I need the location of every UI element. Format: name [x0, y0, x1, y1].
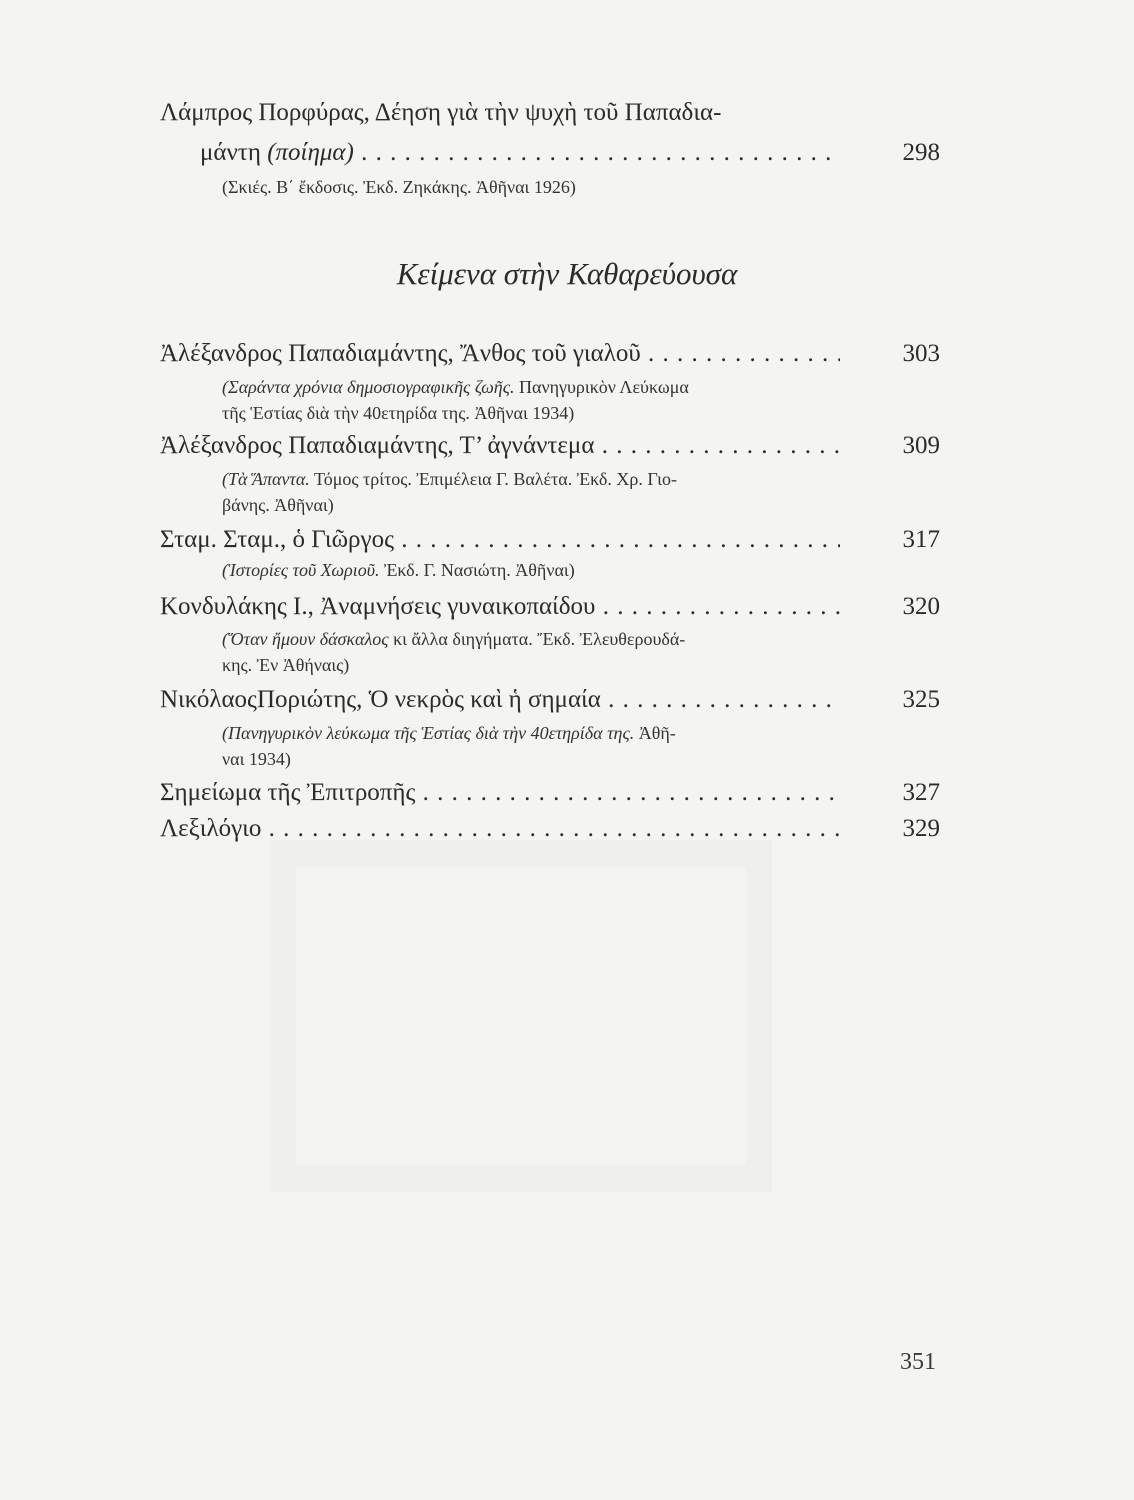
note-italic: (Ἱστορίες τοῦ Χωριοῦ. — [222, 560, 380, 580]
source-note-cont: κης. Ἐν Ἀθήναις) — [222, 655, 350, 675]
title-text: Ἀλέξανδρος Παπαδιαμάντης, Τ’ ἀγνάντεμα — [160, 432, 595, 459]
note-italic: (Σαράντα χρόνια δημοσιογραφικῆς ζωῆς. — [222, 377, 515, 397]
title-text: ΝικόλαοςΠοριώτης, Ὁ νεκρὸς καὶ ἡ σημαία — [160, 686, 601, 713]
source-note: (Σκιές. Β΄ ἔκδοσις. Ἐκδ. Ζηκάκης. Ἀθῆναι 1926) — [222, 177, 576, 197]
page-number: 329 — [902, 815, 940, 842]
source-note-cont: ναι 1934) — [222, 749, 291, 769]
toc-entry-title-cont — [200, 138, 840, 168]
page-number: 320 — [902, 593, 940, 620]
note-text: Ἀθῆ- — [634, 723, 676, 743]
page-number: 298 — [902, 139, 940, 166]
title-italic: (ποίημα) — [267, 139, 354, 166]
page-number: 303 — [902, 340, 940, 367]
source-note — [222, 626, 842, 652]
source-note — [222, 466, 842, 492]
title-text: μάντη — [200, 139, 268, 166]
source-note — [222, 720, 842, 746]
note-italic: (Ὅταν ἤμουν δάσκαλος — [222, 629, 389, 649]
folio-page-number: 351 — [900, 1349, 936, 1375]
title-text: Ἀλέξανδρος Παπαδιαμάντης, Ἄνθος τοῦ γιαλοῦ — [160, 340, 641, 367]
page-number: 327 — [902, 779, 940, 806]
title-text: Σταμ. Σταμ., ὁ Γιῶργος — [160, 526, 394, 553]
source-note-cont: τῆς Ἑστίας διὰ τὴν 40ετηρίδα της. Ἀθῆναι 1934) — [222, 403, 575, 423]
page-number: 317 — [902, 526, 940, 553]
note-text: Πανηγυρικὸν Λεύκωμα — [514, 377, 689, 397]
title-text: Λεξιλόγιο — [160, 815, 262, 842]
title-text: Κονδυλάκης Ι., Ἀναμνήσεις γυναικοπαίδου — [160, 593, 596, 620]
toc-entry-title — [160, 778, 840, 808]
source-note — [222, 374, 842, 400]
toc-entry-title — [160, 685, 840, 715]
source-note-cont: βάνης. Ἀθῆναι) — [222, 495, 334, 515]
note-text: Ἐκδ. Γ. Νασιώτη. Ἀθῆναι) — [379, 560, 575, 580]
toc-entry-title — [160, 431, 840, 461]
page-number: 309 — [902, 432, 940, 459]
note-text: κι ἄλλα διηγήματα. Ἔκδ. Ἐλευθερουδά- — [388, 629, 686, 649]
show-through-shadow — [270, 840, 772, 1192]
toc-entry-title: Λάμπρος Πορφύρας, Δέηση γιὰ τὴν ψυχὴ τοῦ Παπαδια- — [160, 99, 722, 126]
toc-entry-title — [160, 339, 840, 369]
title-text: Σημείωμα τῆς Ἐπιτροπῆς — [160, 779, 416, 806]
toc-entry-title — [160, 525, 840, 555]
toc-entry-title — [160, 592, 840, 622]
toc-entry-title — [160, 814, 840, 844]
note-text: Τόμος τρίτος. Ἐπιμέλεια Γ. Βαλέτα. Ἐκδ. Χρ. Γιο- — [309, 469, 677, 489]
source-note — [222, 557, 842, 583]
note-italic: (Πανηγυρικὸν λεύκωμα τῆς Ἑστίας διὰ τὴν 40ετηρίδα της. — [222, 723, 635, 743]
section-title: Κείμενα στὴν Καθαρεύουσα — [396, 256, 738, 291]
page-number: 325 — [902, 686, 940, 713]
note-italic: (Τὰ Ἅπαντα. — [222, 469, 310, 489]
